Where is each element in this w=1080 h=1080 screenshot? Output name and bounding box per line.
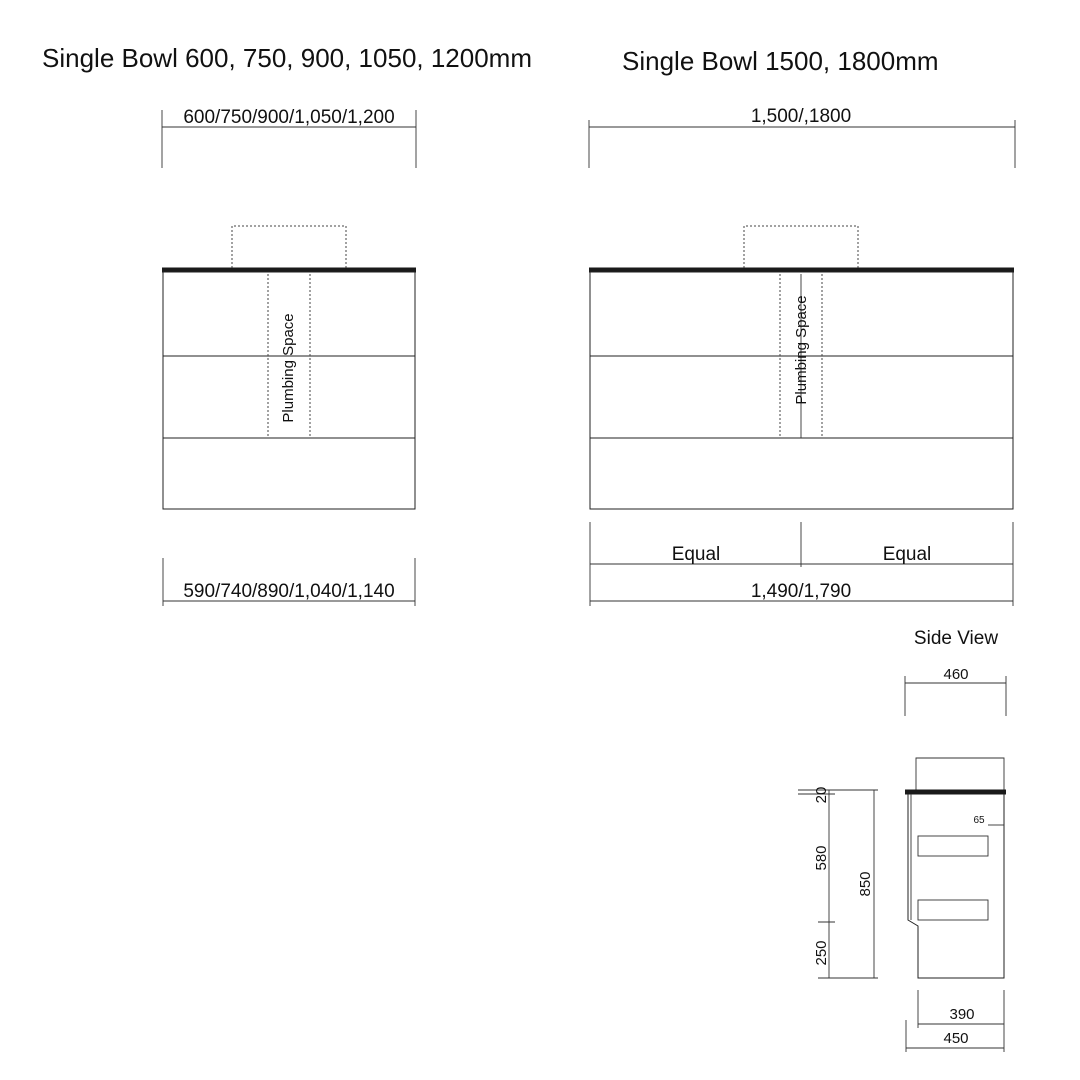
side-view [798,628,1006,1052]
left-plumbing-label: Plumbing Space [280,313,297,423]
side-basin-outline [916,758,1004,791]
side-drawer-2 [918,900,988,920]
side-kick-height-label: 250 [813,940,830,966]
side-base-depth-label: 390 [949,1006,975,1023]
left-basin-outline [232,226,346,268]
right-equal-right-label: Equal [882,544,932,565]
right-basin-outline [744,226,858,268]
left-view-title: Single Bowl 600, 750, 900, 1050, 1200mm [42,43,533,73]
side-top-depth-dimension [905,666,1006,716]
side-total-height-label: 850 [857,871,874,897]
right-view-title: Single Bowl 1500, 1800mm [622,46,939,76]
left-bottom-width-label: 590/740/890/1,040/1,140 [183,581,395,602]
right-bottom-width-label: 1,490/1,790 [750,581,852,602]
side-height-dimensions [798,787,878,978]
side-drawer-1 [918,836,988,856]
right-top-width-dimension [589,106,1015,168]
left-top-width-dimension [162,107,416,168]
side-top-thickness-label: 20 [813,786,830,804]
side-body-height-label: 580 [813,845,830,871]
right-equal-left-label: Equal [671,544,721,565]
left-front-view [42,43,532,606]
side-bottom-depth-dimensions [906,990,1004,1052]
right-plumbing-label: Plumbing Space [793,295,810,405]
right-front-view [589,46,1015,606]
side-view-title: Side View [913,628,999,649]
side-top-depth-label: 460 [943,666,969,683]
side-body-depth-label: 450 [943,1030,969,1047]
side-cabinet-profile [908,794,1004,978]
right-bottom-width-dimension [590,522,1013,606]
side-handle-label: 65 [973,815,985,826]
left-bottom-width-dimension [163,558,415,606]
right-top-width-label: 1,500/,1800 [750,106,852,127]
left-top-width-label: 600/750/900/1,050/1,200 [183,107,395,128]
